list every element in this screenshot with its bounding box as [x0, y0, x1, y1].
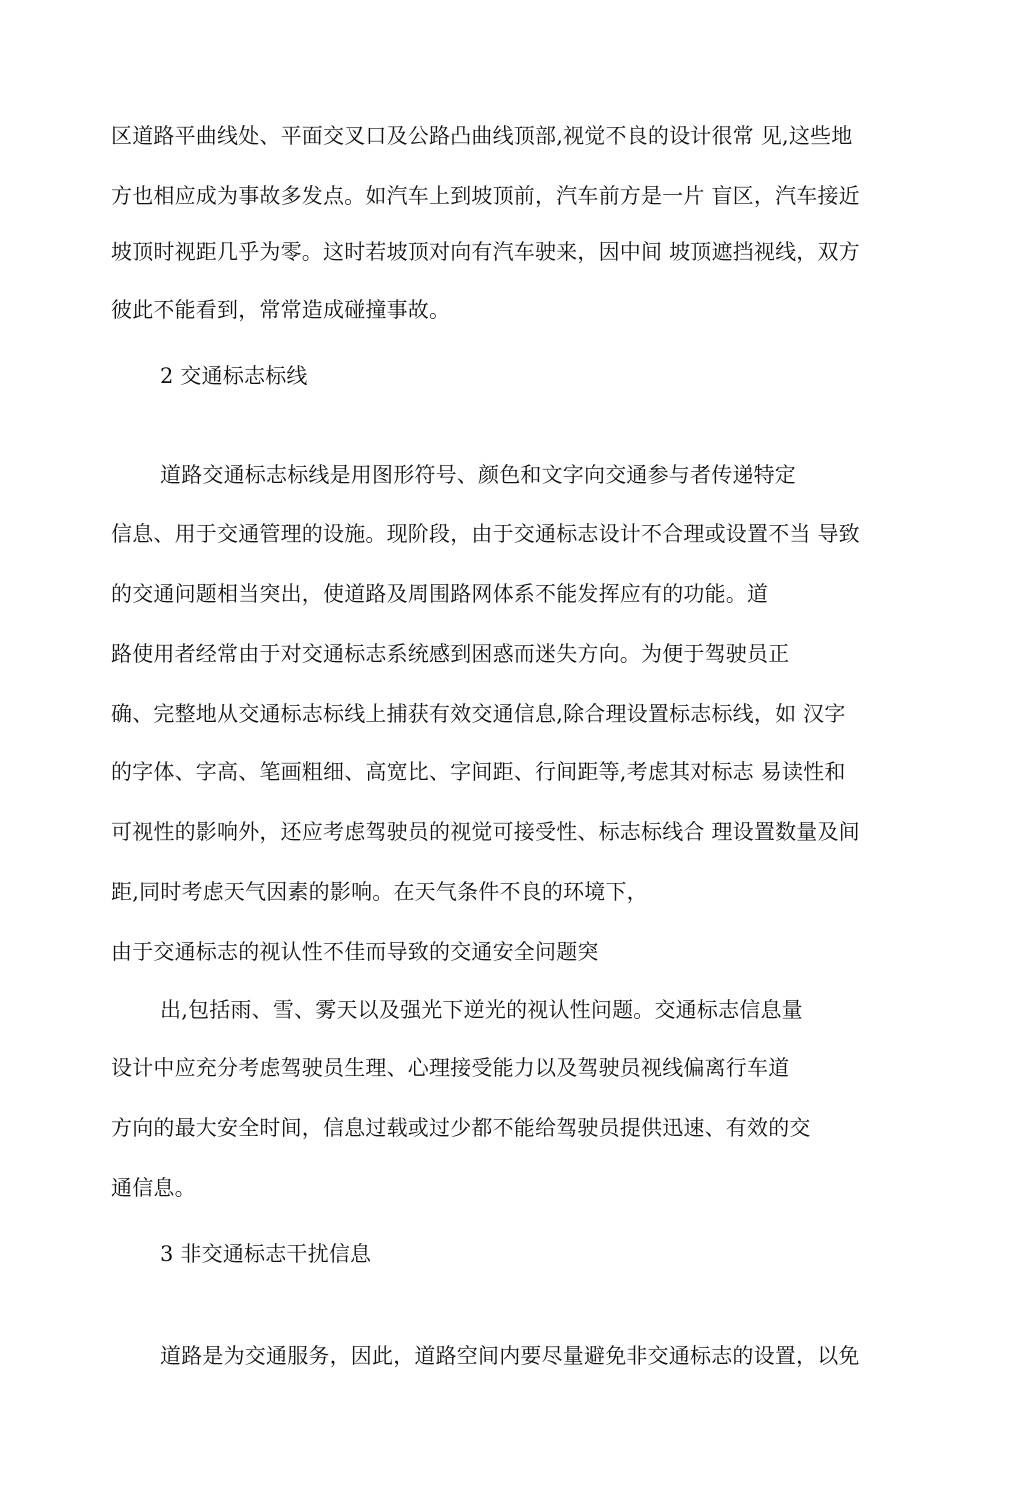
body-text-line: 方也相应成为事故多发点。如汽车上到坡顶前，汽车前方是一片 盲区，汽车接近 — [111, 184, 860, 208]
body-text-line: 出,包括雨、雪、雾天以及强光下逆光的视认性问题。交通标志信息量 — [160, 998, 803, 1022]
body-text-line: 设计中应充分考虑驾驶员生理、心理接受能力以及驾驶员视线偏离行车道 — [111, 1056, 790, 1080]
body-text-line: 信息、用于交通管理的设施。现阶段，由于交通标志设计不合理或设置不当 导致 — [111, 522, 860, 546]
body-text-line: 距,同时考虑天气因素的影响。在天气条件不良的环境下， — [111, 880, 648, 904]
body-text-line: 方向的最大安全时间，信息过载或过少都不能给驾驶员提供迅速、有效的交 — [111, 1116, 811, 1140]
body-text-line: 道路是为交通服务，因此，道路空间内要尽量避免非交通标志的设置，以免 — [160, 1344, 860, 1368]
body-text-line: 由于交通标志的视认性不佳而导致的交通安全问题突 — [111, 940, 599, 964]
section-heading: 2 交通标志标线 — [160, 364, 308, 388]
body-text-line: 可视性的影响外，还应考虑驾驶员的视觉可接受性、标志标线合 理设置数量及间 — [111, 820, 860, 844]
body-text-line: 的字体、字高、笔画粗细、高宽比、字间距、行间距等,考虑其对标志 易读性和 — [111, 760, 846, 784]
section-heading: 3 非交通标志干扰信息 — [160, 1242, 372, 1266]
body-text-line: 的交通问题相当突出，使道路及周围路网体系不能发挥应有的功能。道 — [111, 582, 769, 606]
body-text-line: 道路交通标志标线是用图形符号、颜色和文字向交通参与者传递特定 — [160, 463, 796, 487]
body-text-line: 路使用者经常由于对交通标志系统感到困惑而迷失方向。为便于驾驶员正 — [111, 642, 790, 666]
body-text-line: 通信息。 — [111, 1176, 196, 1200]
body-text-line: 坡顶时视距几乎为零。这时若坡顶对向有汽车驶来，因中间 坡顶遮挡视线，双方 — [111, 240, 860, 264]
body-text-line: 彼此不能看到，常常造成碰撞事故。 — [111, 298, 451, 322]
body-text-line: 区道路平曲线处、平面交叉口及公路凸曲线顶部,视觉不良的设计很常 见,这些地 — [111, 124, 853, 148]
body-text-line: 确、完整地从交通标志标线上捕获有效交通信息,除合理设置标志标线，如 汉字 — [111, 702, 846, 726]
